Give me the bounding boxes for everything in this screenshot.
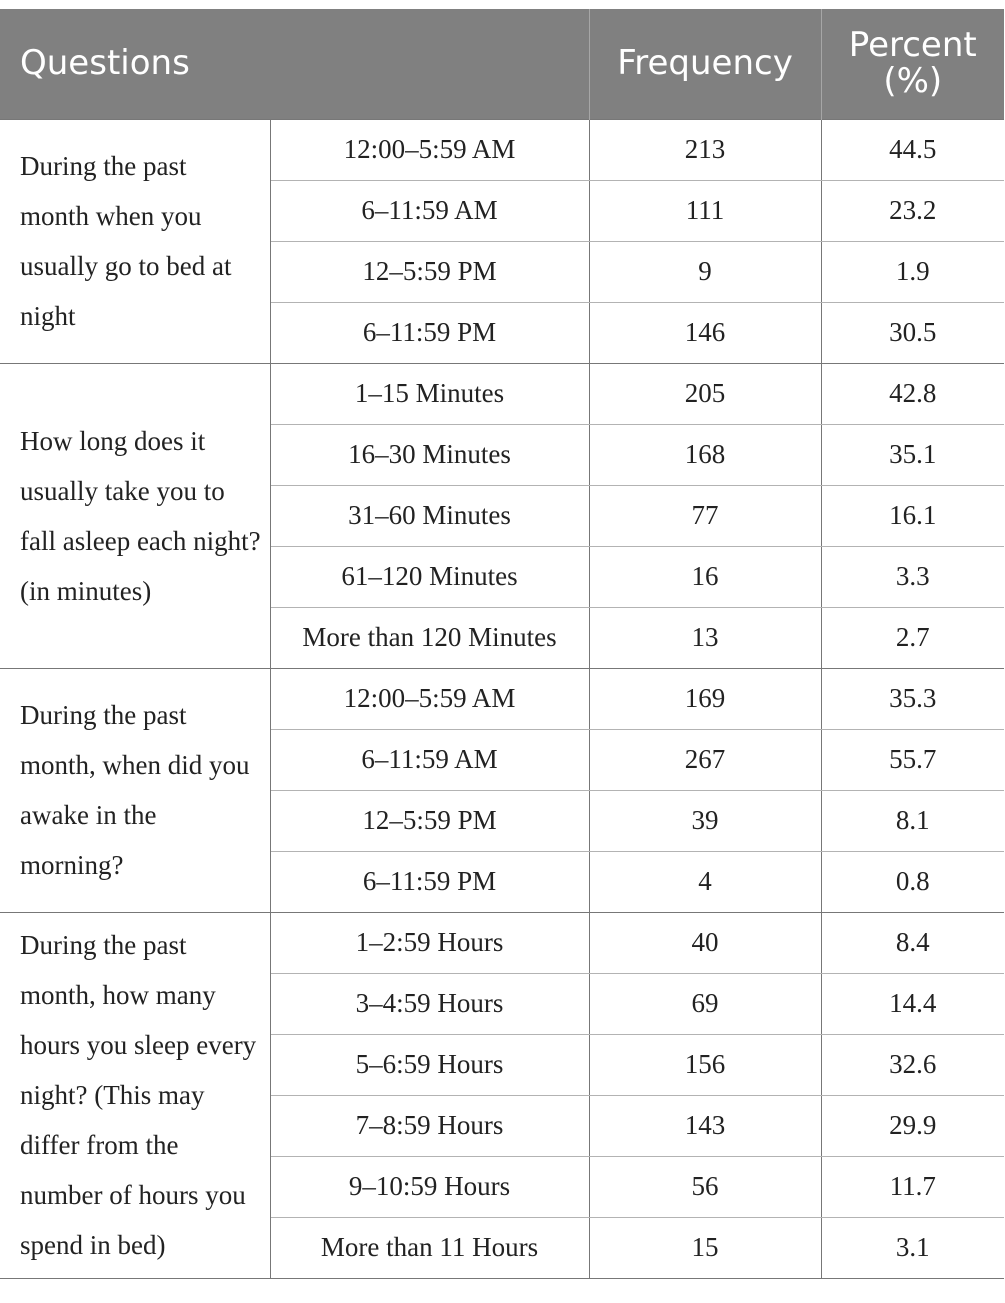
percent-cell: 29.9 [821, 1095, 1004, 1156]
table-body [0, 119, 1004, 1278]
option-cell: 6–11:59 AM [270, 180, 589, 241]
percent-cell: 3.1 [821, 1217, 1004, 1278]
frequency-cell: 4 [589, 851, 821, 912]
percent-cell: 8.4 [821, 912, 1004, 973]
table-row [0, 912, 1004, 973]
frequency-cell: 205 [589, 363, 821, 424]
option-cell: 1–2:59 Hours [270, 912, 589, 973]
header-questions: Questions [0, 9, 589, 119]
option-cell: 12:00–5:59 AM [270, 119, 589, 180]
percent-cell: 16.1 [821, 485, 1004, 546]
percent-cell: 11.7 [821, 1156, 1004, 1217]
option-cell: More than 120 Minutes [270, 607, 589, 668]
option-cell: 6–11:59 PM [270, 851, 589, 912]
frequency-cell: 213 [589, 119, 821, 180]
percent-cell: 42.8 [821, 363, 1004, 424]
header-percent [821, 9, 1004, 119]
percent-cell: 2.7 [821, 607, 1004, 668]
question-cell: During the past month, how many hours you sleep every night? (This may differ from the number of hours you spend in bed) [0, 912, 270, 1278]
option-cell: 31–60 Minutes [270, 485, 589, 546]
option-cell: 5–6:59 Hours [270, 1034, 589, 1095]
option-cell: 6–11:59 AM [270, 729, 589, 790]
option-cell: 61–120 Minutes [270, 546, 589, 607]
frequency-cell: 77 [589, 485, 821, 546]
frequency-cell: 69 [589, 973, 821, 1034]
percent-cell: 3.3 [821, 546, 1004, 607]
option-cell: 6–11:59 PM [270, 302, 589, 363]
percent-cell: 44.5 [821, 119, 1004, 180]
percent-cell: 55.7 [821, 729, 1004, 790]
header-frequency: Frequency [589, 9, 821, 119]
option-cell: 3–4:59 Hours [270, 973, 589, 1034]
header-percent-unit: (%) [883, 60, 943, 101]
option-cell: More than 11 Hours [270, 1217, 589, 1278]
option-cell: 7–8:59 Hours [270, 1095, 589, 1156]
option-cell: 9–10:59 Hours [270, 1156, 589, 1217]
percent-cell: 35.3 [821, 668, 1004, 729]
table-row [0, 363, 1004, 424]
option-cell: 16–30 Minutes [270, 424, 589, 485]
question-cell: How long does it usually take you to fall asleep each night? (in minutes) [0, 363, 270, 668]
option-cell: 12–5:59 PM [270, 790, 589, 851]
header-row [0, 9, 1004, 119]
option-cell: 12:00–5:59 AM [270, 668, 589, 729]
frequency-cell: 168 [589, 424, 821, 485]
sleep-survey-table [0, 9, 1004, 1279]
percent-cell: 1.9 [821, 241, 1004, 302]
frequency-cell: 56 [589, 1156, 821, 1217]
header-percent-label: Percent [848, 25, 977, 66]
percent-cell: 0.8 [821, 851, 1004, 912]
percent-cell: 14.4 [821, 973, 1004, 1034]
frequency-cell: 146 [589, 302, 821, 363]
question-cell: During the past month when you usually go to bed at night [0, 119, 270, 363]
frequency-cell: 267 [589, 729, 821, 790]
frequency-cell: 143 [589, 1095, 821, 1156]
question-cell: During the past month, when did you awake in the morning? [0, 668, 270, 912]
percent-cell: 8.1 [821, 790, 1004, 851]
frequency-cell: 156 [589, 1034, 821, 1095]
percent-cell: 35.1 [821, 424, 1004, 485]
percent-cell: 30.5 [821, 302, 1004, 363]
option-cell: 12–5:59 PM [270, 241, 589, 302]
frequency-cell: 9 [589, 241, 821, 302]
table-row [0, 119, 1004, 180]
frequency-cell: 39 [589, 790, 821, 851]
percent-cell: 32.6 [821, 1034, 1004, 1095]
frequency-cell: 169 [589, 668, 821, 729]
table-row [0, 668, 1004, 729]
percent-cell: 23.2 [821, 180, 1004, 241]
table-header [0, 9, 1004, 119]
frequency-cell: 111 [589, 180, 821, 241]
frequency-cell: 16 [589, 546, 821, 607]
frequency-cell: 13 [589, 607, 821, 668]
frequency-cell: 40 [589, 912, 821, 973]
option-cell: 1–15 Minutes [270, 363, 589, 424]
frequency-cell: 15 [589, 1217, 821, 1278]
